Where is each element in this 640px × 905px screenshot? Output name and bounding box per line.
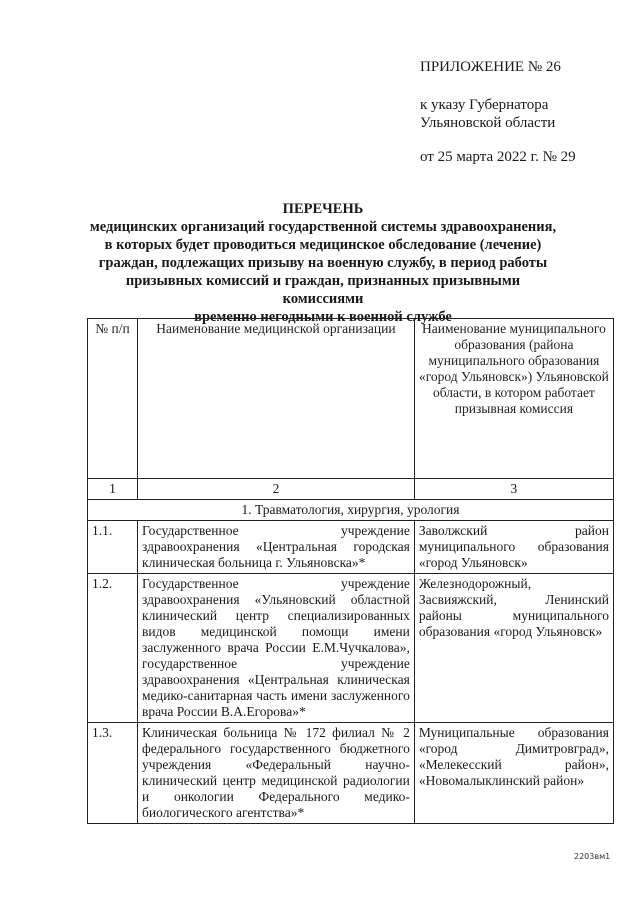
- appendix-number: ПРИЛОЖЕНИЕ № 26: [420, 59, 561, 75]
- table-header-row: [88, 319, 614, 479]
- appendix-date: от 25 марта 2022 г. № 29: [420, 149, 576, 165]
- table-row: [88, 723, 614, 824]
- table-row: [88, 574, 614, 723]
- column-number: 1: [88, 479, 138, 500]
- document-code: 2203вм1: [574, 852, 611, 861]
- row-organization: Государственное учреждение здравоохранения «Центральная городская клиническая больница г. Ульяновска»*: [138, 521, 415, 574]
- appendix-decree-line: к указу Губернатора: [420, 97, 549, 113]
- column-number: 2: [138, 479, 415, 500]
- title-main: ПЕРЕЧЕНЬ: [282, 201, 364, 217]
- row-organization: Государственное учреждение здравоохранения «Ульяновский областной клинический центр специализированных видов медицинской помощи имени заслуженного врача России Е.М.Чучкалова», государственное учреждение здравоохранения «Центральная клиническая медико-санитарная часть имени заслуженного врача России В.А.Егорова»*: [138, 574, 415, 723]
- column-number-row: [88, 479, 614, 500]
- row-number: 1.3.: [88, 723, 138, 824]
- header-number: № п/п: [88, 319, 138, 479]
- title-line: граждан, подлежащих призыву на военную службу, в период работы: [98, 255, 548, 271]
- header-organization: Наименование медицинской организации: [138, 319, 415, 479]
- document-title: [88, 200, 558, 326]
- appendix-region-line: Ульяновской области: [420, 115, 556, 131]
- column-number: 3: [414, 479, 613, 500]
- title-line: призывных комиссий и граждан, признанных призывными комиссиями: [125, 273, 521, 307]
- section-title: 1. Травматология, хирургия, урология: [88, 500, 614, 521]
- section-row: [88, 500, 614, 521]
- row-municipality: Заволжский район муниципального образования «город Ульяновск»: [414, 521, 613, 574]
- table-row: [88, 521, 614, 574]
- title-line: медицинских организаций государственной системы здравоохранения,: [89, 219, 557, 235]
- title-line: в которых будет проводиться медицинское обследование (лечение): [104, 237, 542, 253]
- header-municipality: Наименование муниципального образования (района муниципального образования «город Ульяновск») Ульяновской области, в котором работает призывная комиссия: [414, 319, 613, 479]
- row-municipality: Муниципальные образования «город Димитровград», «Мелекесский район», «Новомалыклинский район»: [414, 723, 613, 824]
- row-municipality: Железнодорожный, Засвияжский, Ленинский районы муниципального образования «город Ульяновск»: [414, 574, 613, 723]
- organizations-table: [87, 318, 614, 824]
- row-number: 1.2.: [88, 574, 138, 723]
- row-organization: Клиническая больница № 172 филиал № 2 федерального государственного бюджетного учреждения «Федеральный научно-клинический центр медицинской радиологии и онкологии Федерального медико-биологического агентства»*: [138, 723, 415, 824]
- title-line: временно негодными к военной службе: [194, 309, 452, 325]
- row-number: 1.1.: [88, 521, 138, 574]
